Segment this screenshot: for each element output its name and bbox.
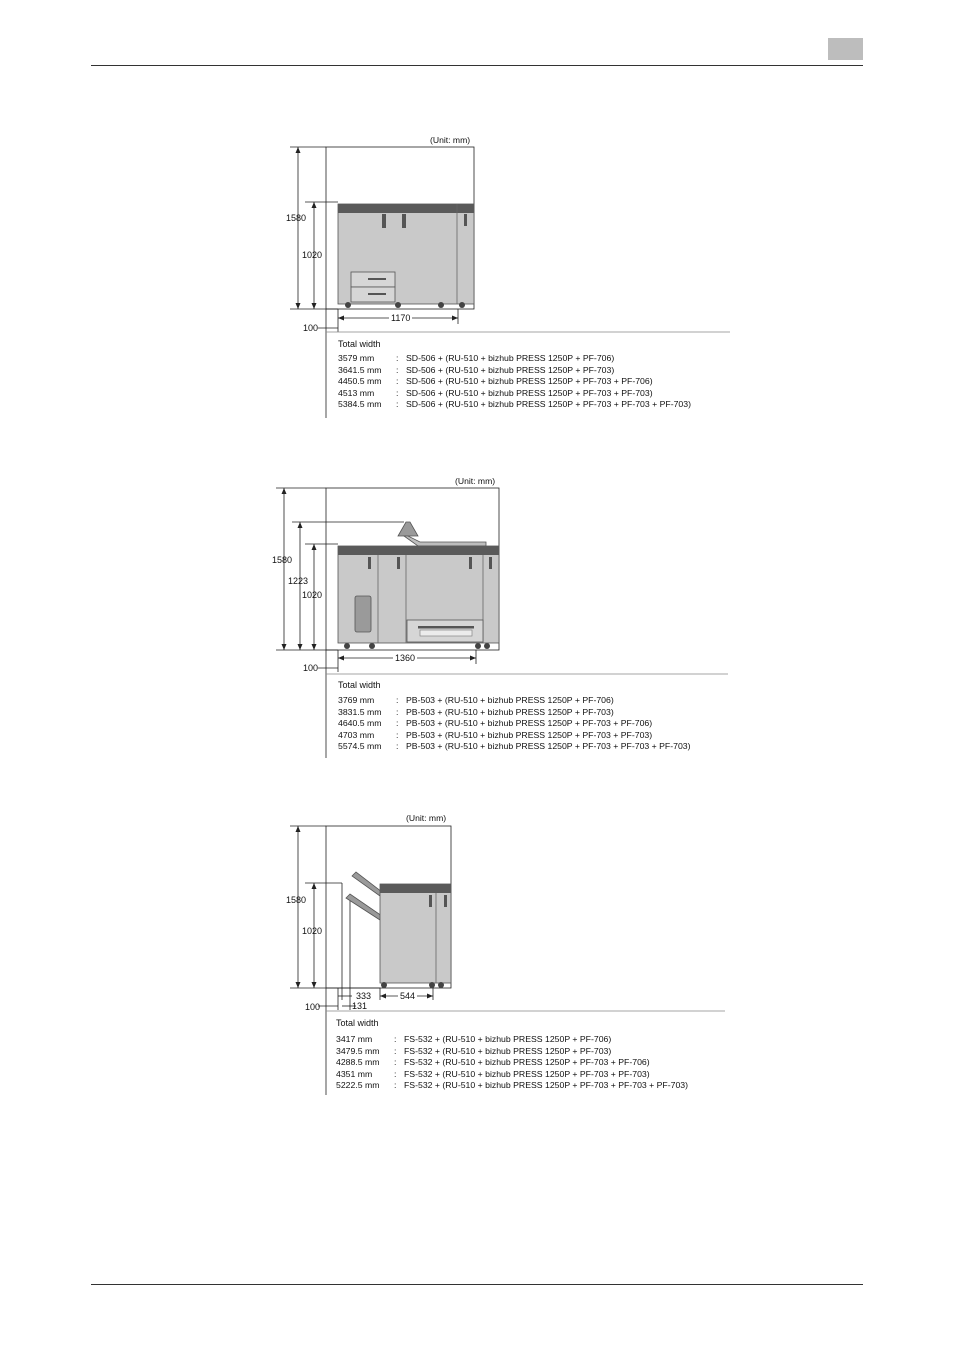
dim-height-body: 1020 <box>302 926 323 936</box>
total-width-title: Total width <box>338 680 381 690</box>
list-item: 4288.5 mm : FS-532 + (RU-510 + bizhub PRESS 1250P + PF-703 + PF-706) <box>336 1057 650 1067</box>
dim-tray-b: 131 <box>352 1001 368 1011</box>
dim-height-body: 1020 <box>302 250 323 260</box>
list-item: 4513 mm : SD-506 + (RU-510 + bizhub PRESS 1250P + PF-703 + PF-703) <box>338 387 653 398</box>
list-item: 4351 mm : FS-532 + (RU-510 + bizhub PRESS 1250P + PF-703 + PF-703) <box>336 1068 650 1079</box>
dim-height-total: 1580 <box>286 213 307 223</box>
list-item: 3831.5 mm : PB-503 + (RU-510 + bizhub PRESS 1250P + PF-703) <box>338 706 614 717</box>
list-item: 4640.5 mm : PB-503 + (RU-510 + bizhub PRESS 1250P + PF-703 + PF-706) <box>338 718 653 728</box>
unit-label: (Unit: mm) <box>406 813 447 823</box>
list-item: 4703 mm : PB-503 + (RU-510 + bizhub PRESS 1250P + PF-703 + PF-703) <box>338 729 653 740</box>
list-item: 4450.5 mm : SD-506 + (RU-510 + bizhub PRESS 1250P + PF-703 + PF-706) <box>338 376 653 386</box>
list-item: 5384.5 mm : SD-506 + (RU-510 + bizhub PRESS 1250P + PF-703 + PF-703 + PF-703) <box>338 399 691 409</box>
dim-width: 544 <box>400 991 416 1001</box>
dim-width: 1360 <box>395 653 416 663</box>
list-item: 5222.5 mm : FS-532 + (RU-510 + bizhub PRESS 1250P + PF-703 + PF-703 + PF-703) <box>336 1080 689 1090</box>
dim-depth: 100 <box>305 1002 321 1012</box>
dim-height-total: 1580 <box>272 555 293 565</box>
dim-height-total: 1580 <box>286 895 307 905</box>
dim-height-mid: 1223 <box>288 576 309 586</box>
total-width-list <box>336 1034 688 1092</box>
dim-depth: 100 <box>303 323 319 333</box>
total-width-title: Total width <box>338 339 381 349</box>
dim-depth: 100 <box>303 663 319 673</box>
dim-tray-a: 333 <box>356 991 372 1001</box>
list-item: 3641.5 mm : SD-506 + (RU-510 + bizhub PRESS 1250P + PF-703) <box>338 364 615 375</box>
list-item: 3769 mm : PB-503 + (RU-510 + bizhub PRESS 1250P + PF-706) <box>338 695 614 705</box>
footer-rule <box>91 1284 863 1285</box>
total-width-title: Total width <box>336 1018 379 1028</box>
list-item: 3479.5 mm : FS-532 + (RU-510 + bizhub PRESS 1250P + PF-703) <box>336 1045 612 1056</box>
dim-width: 1170 <box>391 313 411 323</box>
dim-height-body: 1020 <box>302 590 323 600</box>
unit-label: (Unit: mm) <box>455 476 496 486</box>
list-item: 5574.5 mm : PB-503 + (RU-510 + bizhub PRESS 1250P + PF-703 + PF-703 + PF-703) <box>338 741 691 751</box>
list-item: 3417 mm : FS-532 + (RU-510 + bizhub PRESS 1250P + PF-706) <box>336 1034 612 1044</box>
list-item: 3579 mm : SD-506 + (RU-510 + bizhub PRESS 1250P + PF-706) <box>338 353 615 363</box>
unit-label: (Unit: mm) <box>430 135 471 145</box>
